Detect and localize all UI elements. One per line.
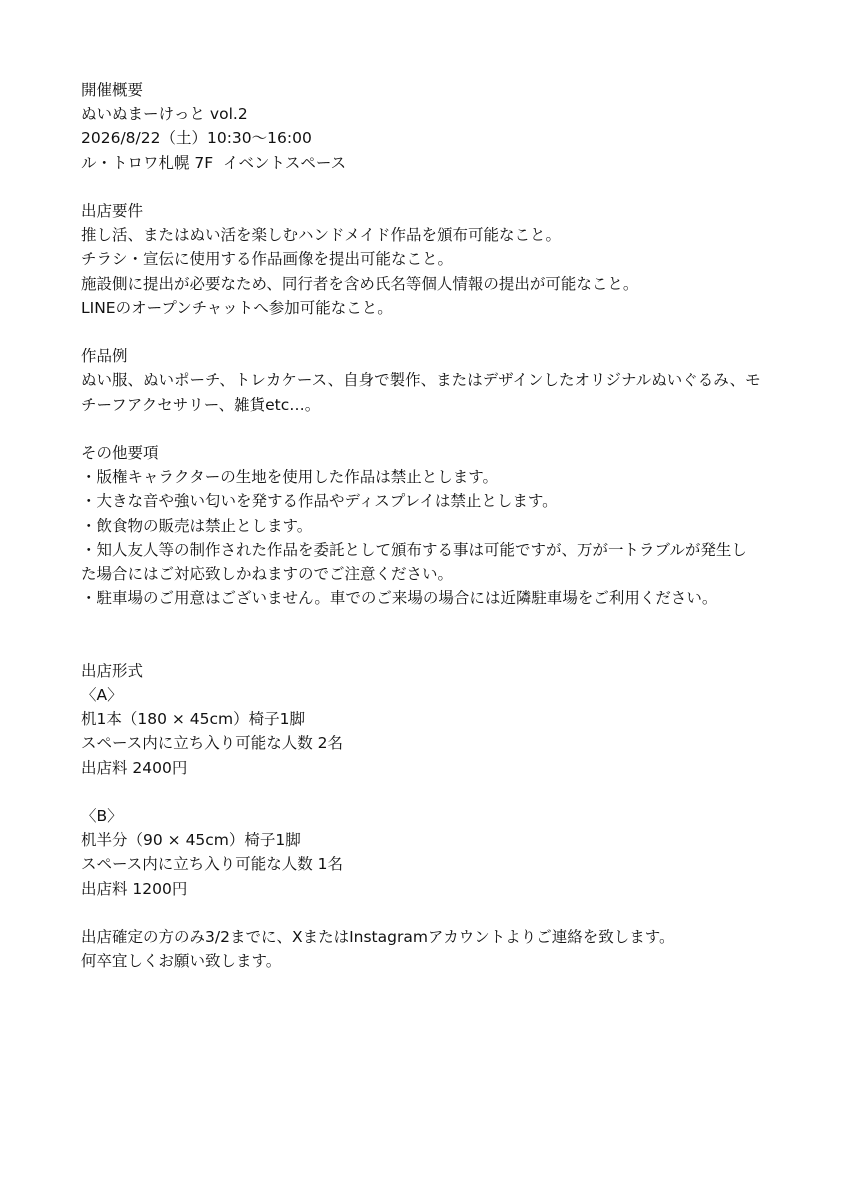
overview-section [81, 78, 781, 175]
document-body [81, 78, 781, 973]
requirements-heading: 出店要件 [81, 202, 144, 220]
format-a-capacity: スペース内に立ち入り可能な人数 2名 [81, 734, 344, 753]
examples-heading: 作品例 [81, 347, 128, 366]
format-heading: 出店形式 [81, 661, 144, 680]
other-heading: その他要項 [81, 444, 159, 462]
event-datetime: 2026/8/22（土）10:30〜16:00 [81, 129, 312, 148]
requirement-item: チラシ・宣伝に使用する作品画像を提出可能なこと。 [81, 250, 454, 269]
other-item: ・版権キャラクターの生地を使用した作品は禁止とします。 [81, 468, 498, 487]
format-b-fee: 出店料 1200円 [81, 879, 188, 898]
format-a-fee: 出店料 2400円 [81, 758, 188, 777]
format-a-label: 〈A〉 [81, 686, 123, 705]
format-a-desk: 机1本（180 × 45cm）椅子1脚 [81, 710, 305, 729]
examples-section [81, 344, 781, 417]
other-item: ・知人友人等の制作された作品を委託として頒布する事は可能ですが、万が一トラブルが発生し [81, 540, 747, 559]
other-item: た場合にはご対応致しかねますのでご注意ください。 [81, 565, 454, 584]
closing-section [81, 925, 781, 973]
closing-line: 出店確定の方のみ3/2までに、XまたはInstagramアカウントよりご連絡を致します。 [81, 928, 675, 947]
overview-heading: 開催概要 [81, 81, 144, 99]
other-item: ・飲食物の販売は禁止とします。 [81, 516, 313, 535]
format-b-capacity: スペース内に立ち入り可能な人数 1名 [81, 855, 344, 874]
examples-text-line: ぬい服、ぬいポーチ、トレカケース、自身で製作、またはデザインしたオリジナルぬいぐるみ、モ [81, 371, 761, 390]
other-item: ・大きな音や強い匂いを発する作品やディスプレイは禁止とします。 [81, 492, 558, 511]
requirement-item: 施設側に提出が必要なため、同行者を含め氏名等個人情報の提出が可能なこと。 [81, 274, 639, 293]
requirements-section [81, 199, 781, 320]
format-section [81, 659, 781, 901]
requirement-item: LINEのオープンチャットへ参加可能なこと。 [81, 298, 393, 317]
format-b-label: 〈B〉 [81, 807, 123, 826]
examples-text-line: チーフアクセサリー、雑貨etc…。 [81, 395, 321, 414]
format-b-desk: 机半分（90 × 45cm）椅子1脚 [81, 831, 301, 850]
other-section [81, 441, 781, 610]
event-name: ぬいぬまーけっと vol.2 [81, 105, 248, 124]
closing-line: 何卒宜しくお願い致します。 [81, 952, 282, 971]
event-venue: ル・トロワ札幌 7F イベントスペース [81, 153, 347, 172]
other-item: ・駐車場のご用意はございません。車でのご来場の場合には近隣駐車場をご利用ください。 [81, 589, 718, 608]
requirement-item: 推し活、またはぬい活を楽しむハンドメイド作品を頒布可能なこと。 [81, 226, 562, 245]
